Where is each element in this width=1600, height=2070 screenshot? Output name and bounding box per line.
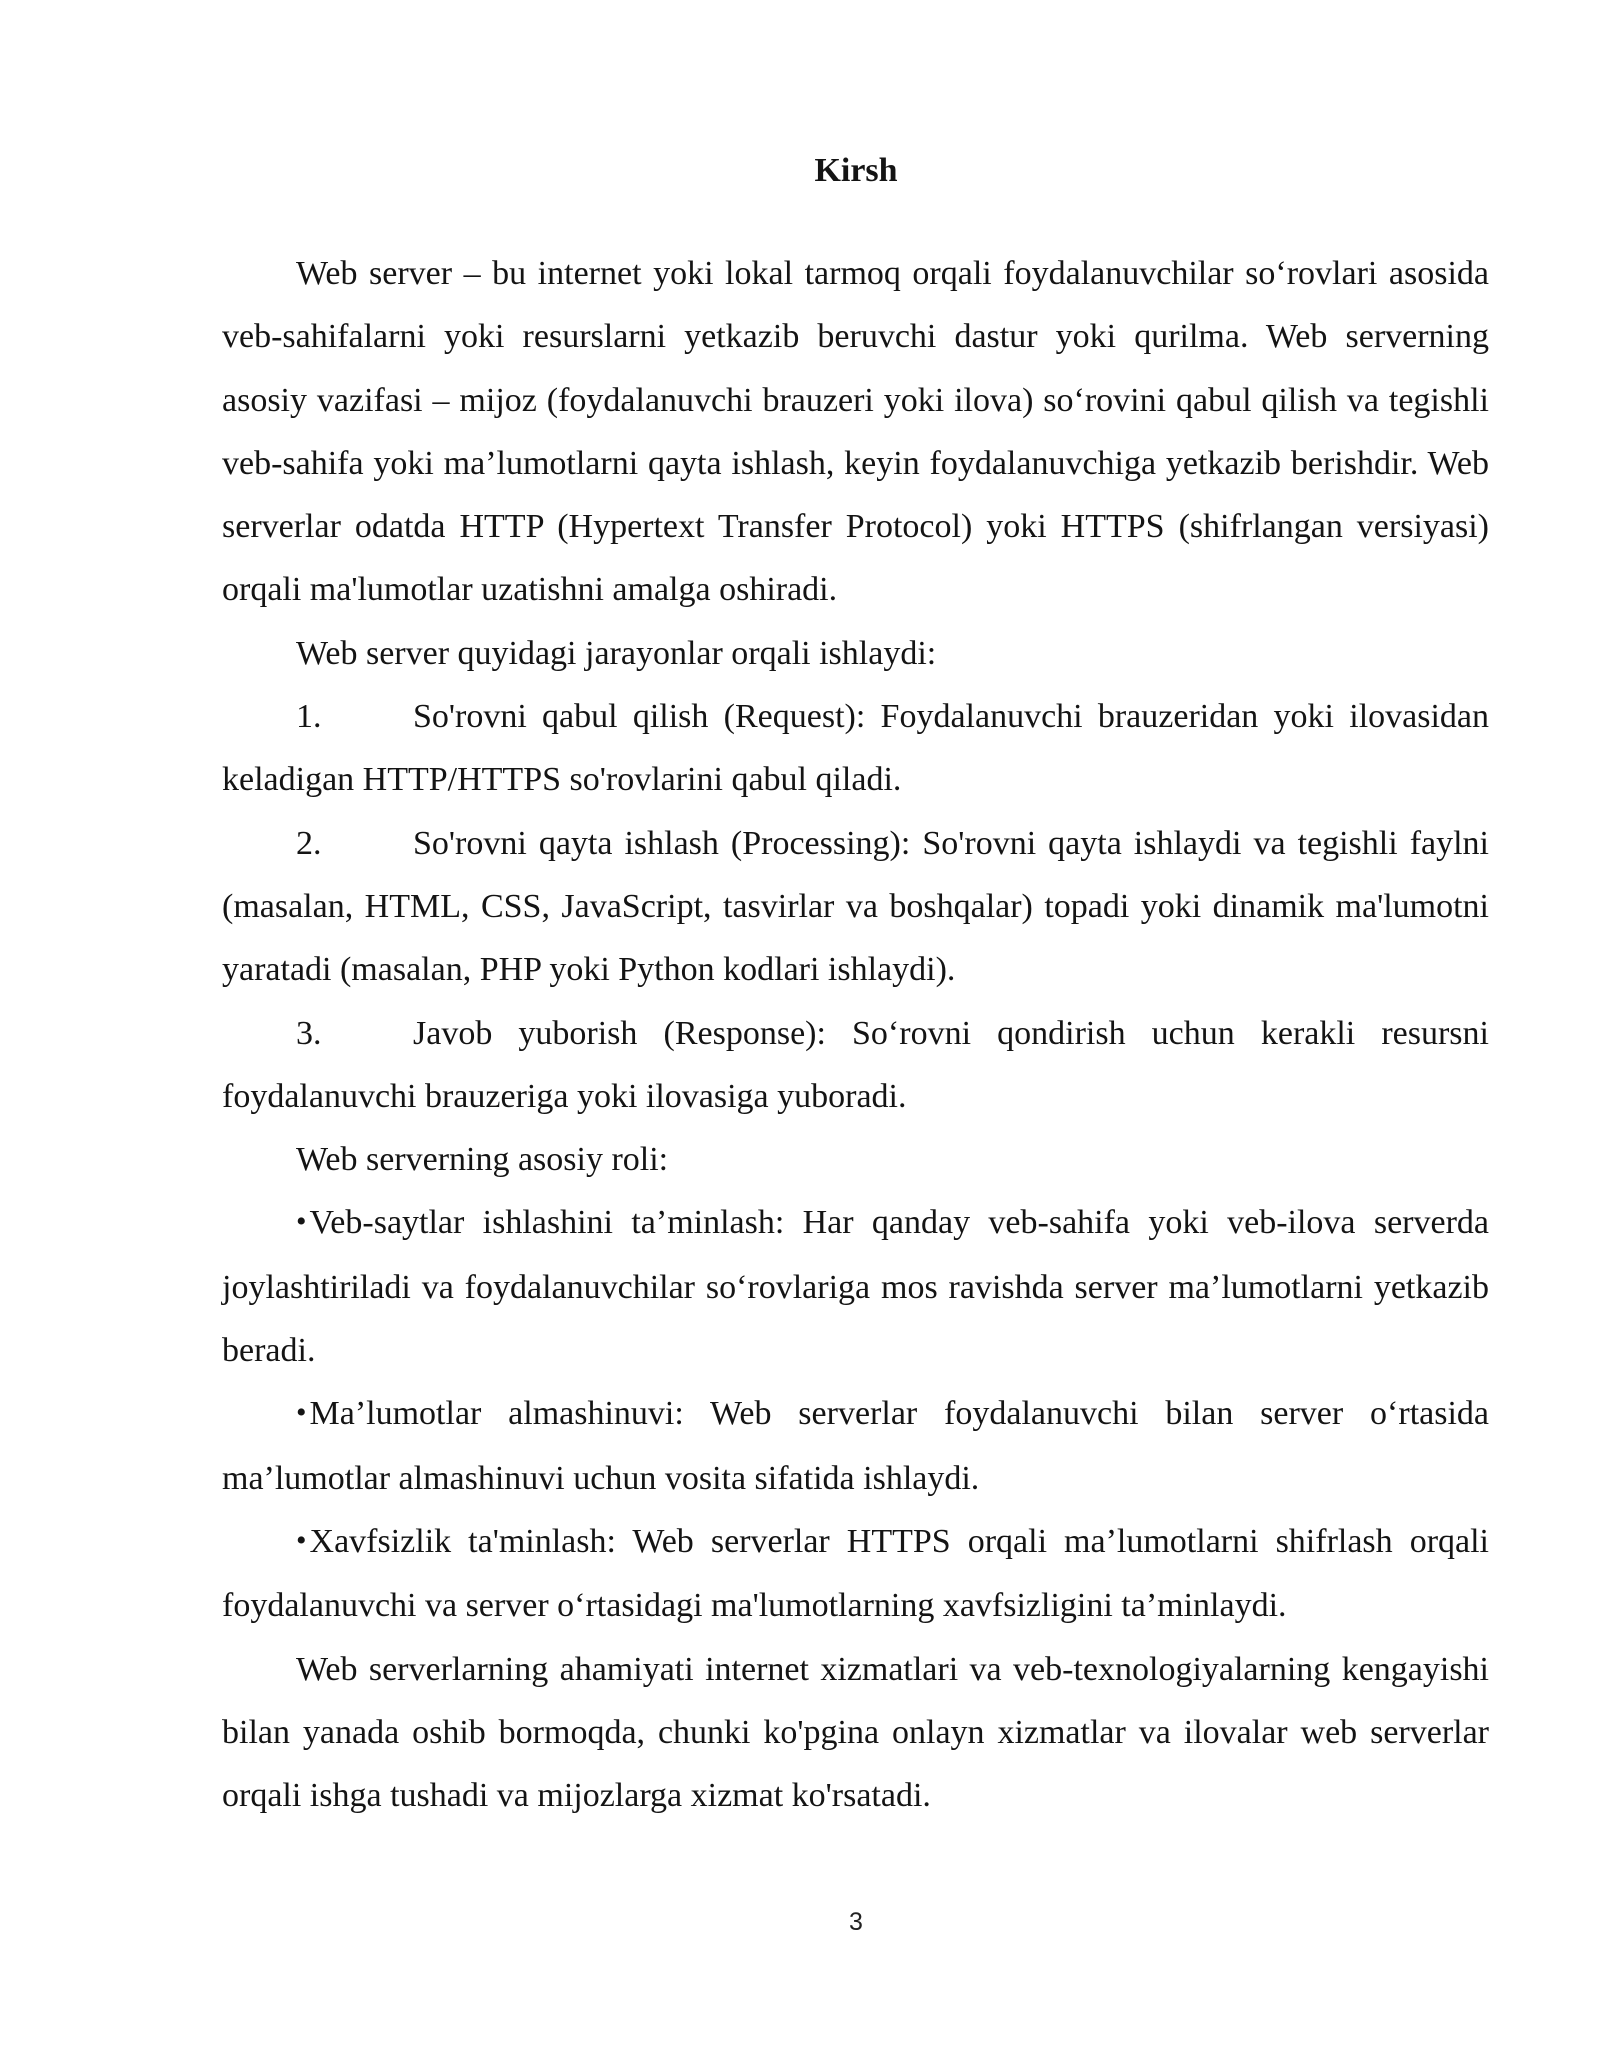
bullet-item-text: Xavfsizlik ta'minlash: Web serverlar HTTPS orqali ma’lumotlarni shifrlash orqali foydalanuvchi va server o‘rtasidagi ma'lumotlarning xavfsizligini ta’minlaydi. [222,1522,1489,1625]
page-title: Kirsh [814,152,898,189]
bullet-item [222,1510,1489,1638]
bullet-item-text: Ma’lumotlar almashinuvi: Web serverlar foydalanuvchi bilan server o‘rtasida ma’lumotlar almashinuvi uchun vosita sifatida ishlaydi. [222,1395,1489,1497]
conclusion-paragraph: Web serverlarning ahamiyati internet xizmatlari va veb-texnologiyalarning kengayishi bilan yanada oshib bormoqda, chunki ko'pgina onlayn xizmatlar va ilovalar web serverlar orqali ishga tushadi va mijozlarga xizmat ko'rsatadi. [222,1650,1489,1815]
list-item [222,812,1489,1002]
process-intro-paragraph: Web server quyidagi jarayonlar orqali ishlaydi: [296,634,937,672]
list-item-number: 1. [296,698,322,736]
intro-paragraph: Web server – bu internet yoki lokal tarmoq orqali foydalanuvchilar so‘rovlari asosida veb-sahifalarni yoki resurslarni yetkazib beruvchi dastur yoki qurilma. Web serverning asosiy vazifasi – mijoz (foydalanuvchi brauzeri yoki ilova) so‘rovini qabul qilish va tegishli veb-sahifa yoki ma’lumotlarni qayta ishlash, keyin foydalanuvchiga yetkazib berishdir. Web serverlar odatda HTTP (Hypertext Transfer Protocol) yoki HTTPS (shifrlangan versiyasi) orqali ma'lumotlar uzatishni amalga oshiradi. [222,255,1489,609]
bullet-icon: • [296,1523,307,1557]
list-item-number: 2. [296,824,322,862]
list-item-text: So'rovni qayta ishlash (Processing): So'rovni qayta ishlaydi va tegishli faylni (masalan, HTML, CSS, JavaScript, tasvirlar va boshqalar) topadi yoki dinamik ma'lumotni yaratadi (masalan, PHP yoki Python kodlari ishlaydi). [222,824,1489,989]
roles-intro-paragraph: Web serverning asosiy roli: [296,1141,669,1179]
bullet-icon: • [296,1396,307,1430]
bullet-icon: • [296,1205,307,1239]
list-item-number: 3. [296,1014,322,1052]
list-item-text: So'rovni qabul qilish (Request): Foydalanuvchi brauzeridan yoki ilovasidan keladigan HTTP/HTTPS so'rovlarini qabul qiladi. [222,698,1489,799]
list-item-text: Javob yuborish (Response): So‘rovni qondirish uchun kerakli resursni foydalanuvchi brauzeriga yoki ilovasiga yuboradi. [222,1014,1489,1115]
bullet-item [222,1191,1489,1382]
page-number: 3 [849,1908,863,1936]
document-body [222,242,1489,1827]
bullet-item [222,1382,1489,1510]
list-item [222,685,1489,812]
bullet-item-text: Veb-saytlar ishlashini ta’minlash: Har qanday veb-sahifa yoki veb-ilova serverda joylashtiriladi va foydalanuvchilar so‘rovlariga mos ravishda server ma’lumotlarni yetkazib beradi. [222,1204,1489,1370]
list-item [222,1002,1489,1129]
